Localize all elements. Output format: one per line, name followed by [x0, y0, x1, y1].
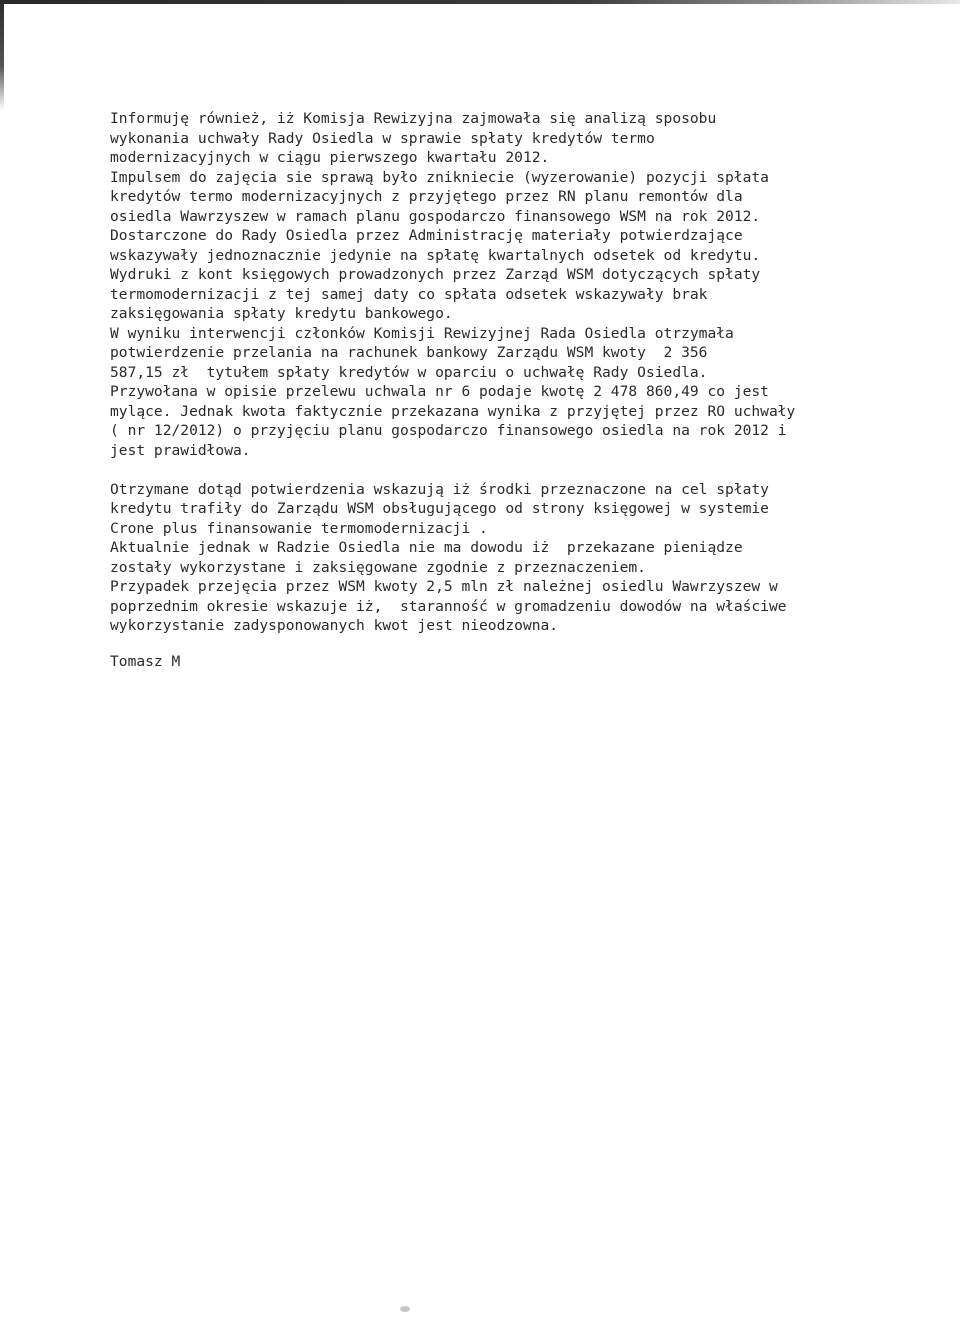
signature: Tomasz M	[110, 653, 181, 670]
text-line: Aktualnie jednak w Radzie Osiedla nie ma dowodu iż przekazane pieniądze	[110, 539, 743, 556]
text-line: 587,15 zł tytułem spłaty kredytów w oparciu o uchwałę Rady Osiedla.	[110, 363, 708, 381]
text-line: Przywołana w opisie przelewu uchwala nr 6 podaje kwotę 2 478 860,49 co jest	[110, 383, 769, 400]
text-line: kredytów termo modernizacyjnych z przyjętego przez RN planu remontów dla	[110, 188, 743, 205]
text-line: potwierdzenie przelania na rachunek bankowy Zarządu WSM kwoty 2 356	[110, 344, 708, 361]
text-line: Otrzymane dotąd potwierdzenia wskazują iż środki przeznaczone na cel spłaty	[110, 480, 769, 498]
text-line: Informuję również, iż Komisja Rewizyjna zajmowała się analizą sposobu	[110, 110, 717, 127]
text-line: poprzednim okresie wskazuje iż, staranność w gromadzeniu dowodów na właściwe	[110, 597, 787, 615]
paragraph-confirmations	[110, 480, 830, 636]
letter-body	[110, 109, 830, 636]
text-line: zaksięgowania spłaty kredytu bankowego.	[110, 305, 453, 322]
text-line: ( nr 12/2012) o przyjęciu planu gospodarczo finansowego osiedla na rok 2012 i	[110, 422, 787, 439]
text-line: wykonania uchwały Rady Osiedla w sprawie spłaty kredytów termo	[110, 129, 655, 147]
text-line: kredytu trafiły do Zarządu WSM obsługującego od strony księgowej w systemie	[110, 500, 769, 517]
text-line: osiedla Wawrzyszew w ramach planu gospodarczo finansowego WSM na rok 2012.	[110, 207, 761, 225]
text-line: Przypadek przejęcia przez WSM kwoty 2,5 mln zł należnej osiedlu Wawrzyszew w	[110, 578, 778, 595]
paragraph-gap	[110, 460, 830, 480]
scan-artifact	[400, 1306, 410, 1312]
text-line: Crone plus finansowanie termomodernizacji .	[110, 519, 488, 537]
text-line: mylące. Jednak kwota faktycznie przekazana wynika z przyjętej przez RO uchwały	[110, 402, 796, 420]
text-line: Wydruki z kont księgowych prowadzonych przez Zarząd WSM dotyczących spłaty	[110, 266, 761, 283]
text-line: termomodernizacji z tej samej daty co spłata odsetek wskazywały brak	[110, 285, 708, 303]
text-line: jest prawidłowa.	[110, 441, 251, 459]
text-line: wykorzystanie zadysponowanych kwot jest nieodzowna.	[110, 617, 559, 634]
text-line: wskazywały jednoznacznie jedynie na spłatę kwartalnych odsetek od kredytu.	[110, 246, 761, 264]
scan-border-left	[0, 0, 4, 110]
text-line: zostały wykorzystane i zaksięgowane zgodnie z przeznaczeniem.	[110, 558, 646, 576]
text-line: Impulsem do zajęcia sie sprawą było znikniecie (wyzerowanie) pozycji spłata	[110, 168, 769, 186]
text-line: modernizacyjnych w ciągu pierwszego kwartału 2012.	[110, 149, 550, 166]
text-line: W wyniku interwencji członków Komisji Rewizyjnej Rada Osiedla otrzymała	[110, 324, 734, 342]
text-line: Dostarczone do Rady Osiedla przez Administrację materiały potwierdzające	[110, 227, 743, 244]
paragraph-komisja-analysis	[110, 109, 830, 460]
scan-border-top	[0, 0, 960, 4]
